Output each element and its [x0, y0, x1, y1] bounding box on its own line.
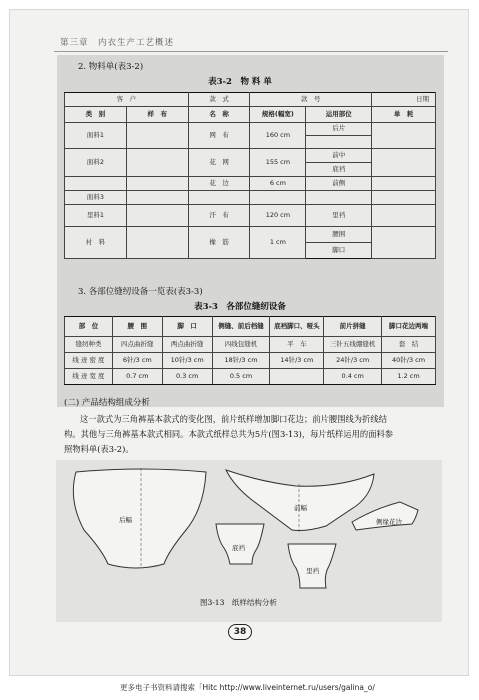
- cell: 10针/3 cm: [162, 353, 212, 369]
- header-rule: [54, 51, 448, 52]
- cell: 套 结: [382, 337, 436, 353]
- col-header: 侧缝、前后档缝: [212, 317, 270, 337]
- paragraph-line: 这一款式为三角裤基本款式的变化图，前片纸样增加脚口花边；前片腰围线为折线结: [80, 414, 387, 424]
- col-header: 单 耗: [372, 107, 436, 123]
- meta-style: 款 式: [188, 93, 250, 107]
- row-label: 线 迹 宽 度: [65, 369, 113, 385]
- cell-category: 面料3: [65, 191, 127, 205]
- cell-category: 里料1: [65, 205, 127, 227]
- front-piece: [226, 470, 374, 531]
- cell-use: 腰围: [306, 227, 372, 243]
- cell-consumption: [372, 149, 436, 177]
- cell-swatch: [126, 149, 188, 177]
- cell-use: 脚口: [306, 243, 372, 259]
- cell: 四点曲折缝: [112, 337, 162, 353]
- col-header: 脚口花边两端: [382, 317, 436, 337]
- cell-consumption: [372, 227, 436, 259]
- cell: 0.5 cm: [212, 369, 270, 385]
- table-3-3-title: 表3-3 各部位缝纫设备: [194, 302, 286, 312]
- cell: 0.4 cm: [324, 369, 382, 385]
- col-header: 前片拼缝: [324, 317, 382, 337]
- cell-spec: 155 cm: [250, 149, 306, 177]
- figure-caption: 图3-13 纸样结构分析: [200, 598, 277, 607]
- cell-swatch: [126, 227, 188, 259]
- cell-name: 花 网: [188, 149, 250, 177]
- cell-spec: 6 cm: [250, 177, 306, 191]
- page-number: 38: [228, 624, 252, 640]
- cell-spec: 1 cm: [250, 227, 306, 259]
- cell: 18针/3 cm: [212, 353, 270, 369]
- cell: 平 车: [270, 337, 324, 353]
- cell: 三针五线绷缝机: [324, 337, 382, 353]
- col-header: 腰 围: [112, 317, 162, 337]
- equipment-table: [64, 316, 436, 385]
- cell-spec: 160 cm: [250, 123, 306, 149]
- cell-use: 前中: [306, 149, 372, 163]
- section-3-title: 3. 各部位缝纫设备一览表(表3-3): [78, 287, 203, 297]
- cell-category: 面料2: [65, 149, 127, 177]
- cell-name: 橡 筋: [188, 227, 250, 259]
- meta-style-no: 款 号: [250, 93, 372, 107]
- cell: 6针/3 cm: [112, 353, 162, 369]
- side-lace-label: 侧缘花边: [376, 518, 402, 526]
- back-label: 后幅: [119, 516, 132, 524]
- cell-use: 前侧: [306, 177, 372, 191]
- front-label: 前幅: [294, 504, 307, 512]
- running-head: 第三章 内衣生产工艺概述: [60, 38, 175, 48]
- cell-swatch: [126, 205, 188, 227]
- col-header: 样 布: [126, 107, 188, 123]
- col-header: 脚 口: [162, 317, 212, 337]
- cell: 0.3 cm: [162, 369, 212, 385]
- cell: 24针/3 cm: [324, 353, 382, 369]
- footer-text: 更多电子书资料请搜索「Hitc http://www.liveinternet.ru/users/galina_o/: [120, 683, 375, 692]
- cell-consumption: [372, 177, 436, 191]
- paragraph-line: 照物料单(表3-2)。: [64, 444, 134, 454]
- col-header: 类 别: [65, 107, 127, 123]
- cell: 0.7 cm: [112, 369, 162, 385]
- cell-spec: 120 cm: [250, 205, 306, 227]
- meta-customer: 客 户: [65, 93, 189, 107]
- cell-use: 底裆: [306, 163, 372, 177]
- analysis-paragraph: [64, 412, 442, 457]
- cell-use: [306, 136, 372, 149]
- cell: 14针/3 cm: [270, 353, 324, 369]
- meta-date: 日期: [372, 93, 436, 107]
- cell-use: 后片: [306, 123, 372, 136]
- lining-piece: [288, 544, 336, 588]
- col-header: 名 称: [188, 107, 250, 123]
- table-3-2-title: 表3-2 物 料 单: [208, 77, 272, 87]
- cell-category: 衬 料: [65, 227, 127, 259]
- row-label: 缝纫种类: [65, 337, 113, 353]
- cell-swatch: [126, 177, 188, 191]
- row-label: 线 迹 密 度: [65, 353, 113, 369]
- analysis-title: (二) 产品结构组成分析: [64, 398, 150, 408]
- cell: 1.2 cm: [382, 369, 436, 385]
- cell-use: 里裆: [306, 205, 372, 227]
- cell-consumption: [372, 191, 436, 205]
- cell-use: [306, 191, 372, 205]
- cell-name: 花 边: [188, 177, 250, 191]
- back-piece: [73, 469, 206, 568]
- cell: 两点曲折缝: [162, 337, 212, 353]
- cell-spec: [250, 191, 306, 205]
- cell-name: 汗 布: [188, 205, 250, 227]
- cell-consumption: [372, 205, 436, 227]
- cell-consumption: [372, 123, 436, 149]
- cell-name: [188, 191, 250, 205]
- paragraph-line: 构。其他与三角裤基本款式相同。本款式纸样总共为5片(图3-13)，每片纸样运用的面料参: [64, 429, 394, 439]
- lining-label: 里裆: [306, 567, 319, 575]
- cell-swatch: [126, 123, 188, 149]
- cell-category: 面料1: [65, 123, 127, 149]
- cell: 四线包缝机: [212, 337, 270, 353]
- col-header: 部 位: [65, 317, 113, 337]
- crotch-label: 底裆: [232, 544, 245, 552]
- cell-name: 网 布: [188, 123, 250, 149]
- col-header: 底裆脚口、哑头: [270, 317, 324, 337]
- col-header: 规格(幅宽): [250, 107, 306, 123]
- cell: 40针/3 cm: [382, 353, 436, 369]
- cell-category: [65, 177, 127, 191]
- materials-table: [64, 92, 436, 259]
- section-2-title: 2. 物料单(表3-2): [78, 62, 144, 72]
- cell-swatch: [126, 191, 188, 205]
- col-header: 运用部位: [306, 107, 372, 123]
- cell: [270, 369, 324, 385]
